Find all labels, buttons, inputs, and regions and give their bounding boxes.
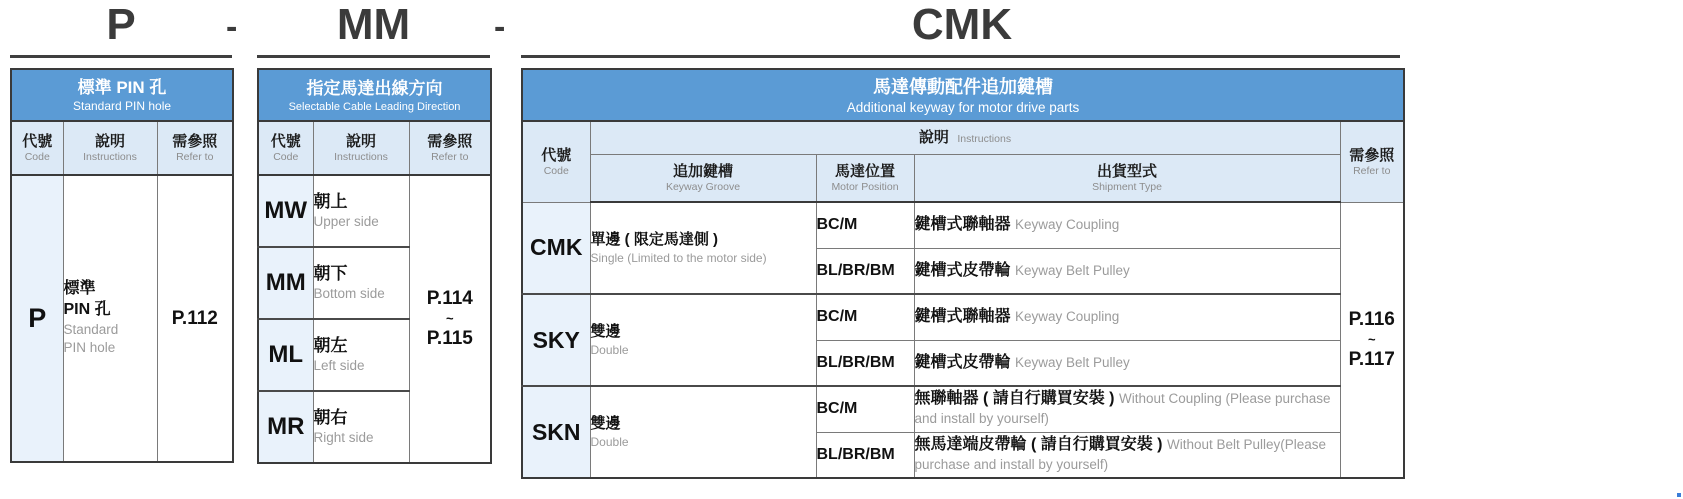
shipment-type bbox=[914, 248, 1340, 294]
underline-mm bbox=[257, 55, 490, 58]
stray-pixel-artifact bbox=[1677, 493, 1681, 497]
desc-zh: 朝左 bbox=[313, 335, 348, 355]
code-part-mm: MM bbox=[336, 0, 411, 49]
table-cmk-title bbox=[522, 69, 1404, 121]
header-refer-zh: 需參照 bbox=[172, 133, 218, 151]
table-mm-title bbox=[258, 69, 491, 121]
groove-zh: 雙邊 bbox=[590, 323, 621, 341]
refer-to: P.117 bbox=[1348, 348, 1395, 370]
table-mm-header-instructions bbox=[313, 121, 409, 175]
shipment-type bbox=[914, 202, 1340, 248]
table-row-cmk-bcm bbox=[522, 202, 1404, 248]
table-p-title-en: Standard PIN hole bbox=[72, 99, 172, 113]
code-value-skn: SKN bbox=[522, 386, 590, 478]
desc-en: Upper side bbox=[313, 213, 379, 229]
shipment-type bbox=[914, 340, 1340, 386]
subheader-position-en: Motor Position bbox=[831, 181, 899, 194]
desc-zh-line2: PIN 孔 bbox=[63, 301, 111, 319]
table-mm-header-refer bbox=[409, 121, 491, 175]
refer-range bbox=[409, 175, 491, 463]
code-part-cmk: CMK bbox=[911, 0, 1013, 49]
shipment-zh: 鍵槽式皮帶輪 bbox=[914, 261, 1011, 279]
refer-to: P.115 bbox=[426, 328, 473, 350]
table-p-title bbox=[11, 69, 233, 121]
refer-tilde: ~ bbox=[1367, 331, 1376, 347]
table-row-mw bbox=[258, 175, 491, 247]
subheader-shipment-type bbox=[914, 154, 1340, 202]
shipment-type bbox=[914, 432, 1340, 478]
groove-zh: 單邊 ( 限定馬達側 ) bbox=[590, 231, 718, 249]
header-refer-zh: 需參照 bbox=[1349, 146, 1395, 164]
shipment-type bbox=[914, 294, 1340, 340]
description-cell bbox=[63, 175, 157, 462]
groove-cell-cmk bbox=[590, 202, 816, 294]
code-value-sky: SKY bbox=[522, 294, 590, 386]
subheader-groove-en: Keyway Groove bbox=[665, 181, 741, 194]
motor-position: BL/BR/BM bbox=[816, 248, 914, 294]
description-cell bbox=[313, 391, 409, 463]
groove-en: Double bbox=[590, 342, 629, 357]
table-row-skn-bcm bbox=[522, 386, 1404, 432]
code-separator-2: - bbox=[494, 8, 506, 46]
header-code-zh: 代號 bbox=[541, 146, 572, 164]
header-code-en: Code bbox=[543, 165, 569, 178]
header-code-zh: 代號 bbox=[22, 133, 53, 151]
refer-range bbox=[1340, 202, 1404, 478]
shipment-zh: 鍵槽式聯軸器 bbox=[914, 216, 1011, 234]
motor-position: BL/BR/BM bbox=[816, 340, 914, 386]
motor-position: BC/M bbox=[816, 386, 914, 432]
standard-pin-hole-table bbox=[10, 68, 234, 463]
header-instructions-en: Instructions bbox=[83, 151, 137, 164]
table-p-header-refer bbox=[157, 121, 233, 175]
desc-zh-line1: 標準 bbox=[63, 280, 96, 298]
desc-zh: 朝右 bbox=[313, 407, 348, 427]
desc-zh: 朝下 bbox=[313, 263, 348, 283]
code-value-ml: ML bbox=[258, 319, 313, 391]
groove-cell-sky bbox=[590, 294, 816, 386]
header-code-zh: 代號 bbox=[270, 133, 301, 151]
refer-value: P.112 bbox=[157, 175, 233, 462]
additional-keyway-table bbox=[521, 68, 1405, 479]
table-mm-title-zh: 指定馬達出線方向 bbox=[306, 78, 443, 98]
header-instructions-zh: 說明 bbox=[345, 133, 376, 151]
shipment-zh: 鍵槽式聯軸器 bbox=[914, 308, 1011, 326]
shipment-zh: 鍵槽式皮帶輪 bbox=[914, 353, 1011, 371]
shipment-type bbox=[914, 386, 1340, 432]
subheader-shipment-zh: 出貨型式 bbox=[1096, 162, 1157, 180]
description-cell bbox=[313, 247, 409, 319]
code-separator-1: - bbox=[226, 8, 238, 46]
header-refer-zh: 需參照 bbox=[427, 133, 473, 151]
desc-en: Right side bbox=[313, 429, 374, 445]
header-instructions-en: Instructions bbox=[957, 132, 1012, 145]
groove-en: Single (Limited to the motor side) bbox=[590, 250, 767, 265]
code-value-mr: MR bbox=[258, 391, 313, 463]
description-cell bbox=[313, 319, 409, 391]
table-p-header-instructions bbox=[63, 121, 157, 175]
refer-from: P.116 bbox=[1348, 308, 1395, 330]
shipment-en: Keyway Coupling bbox=[1014, 217, 1120, 233]
shipment-zh: 無聯軸器 ( 請自行購買安裝 ) bbox=[914, 390, 1115, 408]
groove-en: Double bbox=[590, 434, 629, 449]
motor-position: BL/BR/BM bbox=[816, 432, 914, 478]
subheader-groove-zh: 追加鍵槽 bbox=[672, 162, 733, 180]
code-part-p: P bbox=[106, 0, 136, 49]
desc-en: Left side bbox=[313, 357, 365, 373]
table-p-header-code bbox=[11, 121, 63, 175]
table-cmk-title-en: Additional keyway for motor drive parts bbox=[846, 99, 1080, 115]
table-mm-header-code bbox=[258, 121, 313, 175]
desc-zh: 朝上 bbox=[313, 191, 348, 211]
desc-en-line1: Standard bbox=[63, 322, 119, 338]
groove-zh: 雙邊 bbox=[590, 415, 621, 433]
desc-en: Bottom side bbox=[313, 285, 385, 301]
header-instructions-en: Instructions bbox=[334, 151, 388, 164]
groove-cell-skn bbox=[590, 386, 816, 478]
header-refer-en: Refer to bbox=[431, 151, 469, 164]
shipment-en: Keyway Belt Pulley bbox=[1014, 262, 1130, 278]
refer-tilde: ~ bbox=[445, 310, 454, 326]
code-value-cmk: CMK bbox=[522, 202, 590, 294]
shipment-en: Without Belt Pulley(Please purchase and install by yourself) bbox=[914, 436, 1327, 472]
header-code-en: Code bbox=[273, 151, 299, 164]
table-cmk-header-code bbox=[522, 121, 590, 202]
motor-position: BC/M bbox=[816, 202, 914, 248]
header-refer-en: Refer to bbox=[176, 151, 214, 164]
subheader-keyway-groove bbox=[590, 154, 816, 202]
shipment-en: Keyway Coupling bbox=[1014, 309, 1120, 325]
header-instructions-zh: 說明 bbox=[918, 128, 949, 146]
code-value-mw: MW bbox=[258, 175, 313, 247]
header-code-en: Code bbox=[24, 151, 50, 164]
header-instructions-zh: 說明 bbox=[94, 133, 125, 151]
table-cmk-header-refer bbox=[1340, 121, 1404, 202]
cable-direction-table bbox=[257, 68, 492, 464]
underline-p bbox=[10, 55, 232, 58]
shipment-zh: 無馬達端皮帶輪 ( 請自行購買安裝 ) bbox=[914, 435, 1163, 453]
code-value-mm: MM bbox=[258, 247, 313, 319]
subheader-shipment-en: Shipment Type bbox=[1092, 181, 1162, 194]
motor-position: BC/M bbox=[816, 294, 914, 340]
table-mm-title-en: Selectable Cable Leading Direction bbox=[288, 100, 461, 113]
shipment-en: Keyway Belt Pulley bbox=[1014, 354, 1130, 370]
subheader-motor-position bbox=[816, 154, 914, 202]
table-row bbox=[11, 175, 233, 462]
table-cmk-header-instructions bbox=[590, 121, 1340, 154]
table-row-sky-bcm bbox=[522, 294, 1404, 340]
refer-from: P.114 bbox=[426, 287, 473, 309]
description-cell bbox=[313, 175, 409, 247]
desc-en-line2: PIN hole bbox=[63, 340, 116, 356]
table-cmk-title-zh: 馬達傳動配件追加鍵槽 bbox=[873, 76, 1053, 97]
shipment-en: Without Coupling (Please purchase and install by yourself) bbox=[914, 391, 1331, 427]
subheader-position-zh: 馬達位置 bbox=[834, 162, 895, 180]
header-refer-en: Refer to bbox=[1353, 165, 1391, 178]
table-p-title-zh: 標準 PIN 孔 bbox=[77, 78, 167, 98]
underline-cmk bbox=[521, 55, 1400, 58]
code-value-p: P bbox=[11, 175, 63, 462]
